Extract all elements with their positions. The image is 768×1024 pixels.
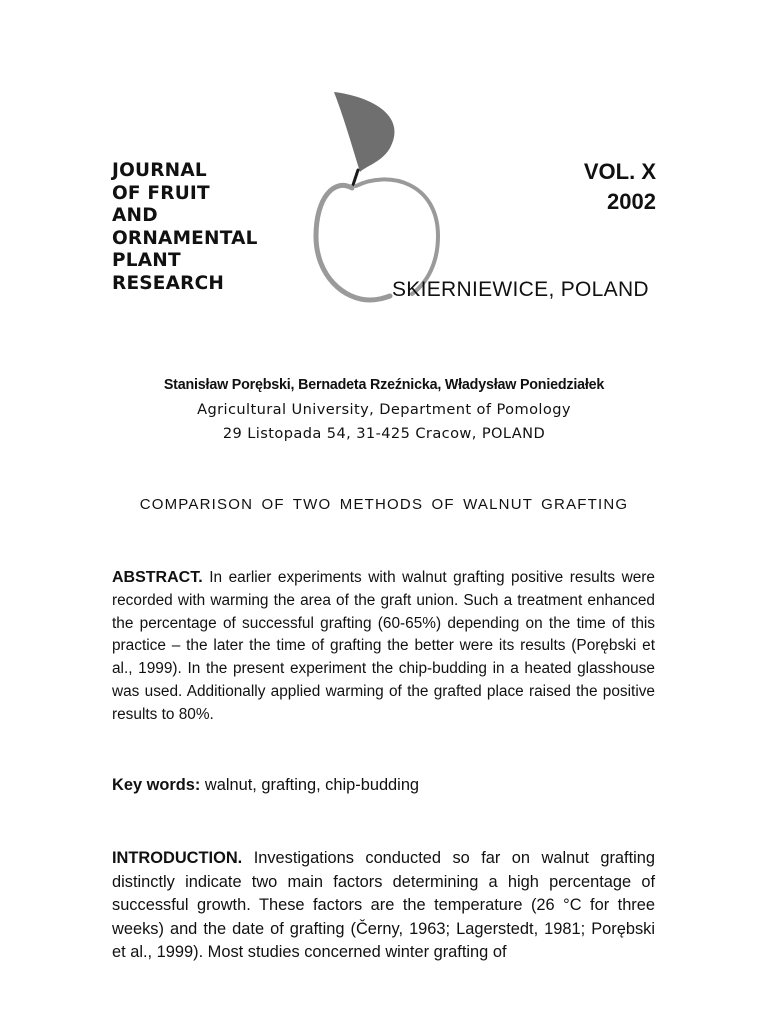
abstract-text: In earlier experiments with walnut grafting positive results were recorded with warming the area of the graft union. Such a treatment enhanced the percentage of successful grafting (60-65%) depending on the time of this practice – the later the time of grafting the better were its results (Porębski et al., 1999). In the present experiment the chip-budding in a heated glasshouse was used. Additionally applied warming of the grafted place raised the positive results to 80%. bbox=[112, 569, 655, 723]
abstract-label: ABSTRACT. bbox=[112, 569, 203, 586]
abstract-paragraph bbox=[112, 567, 655, 727]
keywords-paragraph bbox=[112, 774, 655, 796]
journal-title-line: OF FRUIT bbox=[112, 182, 210, 204]
author-address: 29 Listopada 54, 31-425 Cracow, POLAND bbox=[222, 425, 546, 442]
volume-number: VOL. X bbox=[583, 159, 656, 184]
journal-title-line: PLANT bbox=[112, 250, 181, 272]
volume-year: 2002 bbox=[607, 189, 656, 214]
introduction-text: Investigations conducted so far on walnut grafting distinctly indicate two main factors determining a high percentage of successful growth. These factors are the temperature (26 °C for three weeks) and the date of grafting (Černy, 1963; Lagerstedt, 1981; Porębski et al., 1999). Most studies concerned winter grafting of bbox=[112, 849, 656, 962]
journal-title-line: RESEARCH bbox=[112, 272, 225, 294]
journal-title bbox=[112, 160, 312, 296]
introduction-label: INTRODUCTION. bbox=[112, 849, 243, 867]
author-block bbox=[0, 373, 768, 447]
journal-title-line: JOURNAL bbox=[112, 160, 207, 181]
keywords-label: Key words: bbox=[112, 776, 201, 794]
paper-title: COMPARISON OF TWO METHODS OF WALNUT GRAFTING bbox=[139, 496, 629, 513]
keywords-text: walnut, grafting, chip-budding bbox=[204, 776, 420, 794]
author-names: Stanisław Porębski, Bernadeta Rzeźnicka, Władysław Poniedziałek bbox=[163, 377, 605, 393]
journal-title-line: AND bbox=[112, 205, 158, 227]
publication-place: SKIERNIEWICE, POLAND bbox=[392, 278, 649, 301]
journal-title-line: ORNAMENTAL bbox=[112, 227, 258, 249]
author-institution: Agricultural University, Department of Pomology bbox=[197, 400, 571, 418]
apple-leaf-logo-icon bbox=[308, 86, 458, 308]
volume-info bbox=[584, 157, 656, 217]
introduction-paragraph bbox=[112, 847, 655, 965]
